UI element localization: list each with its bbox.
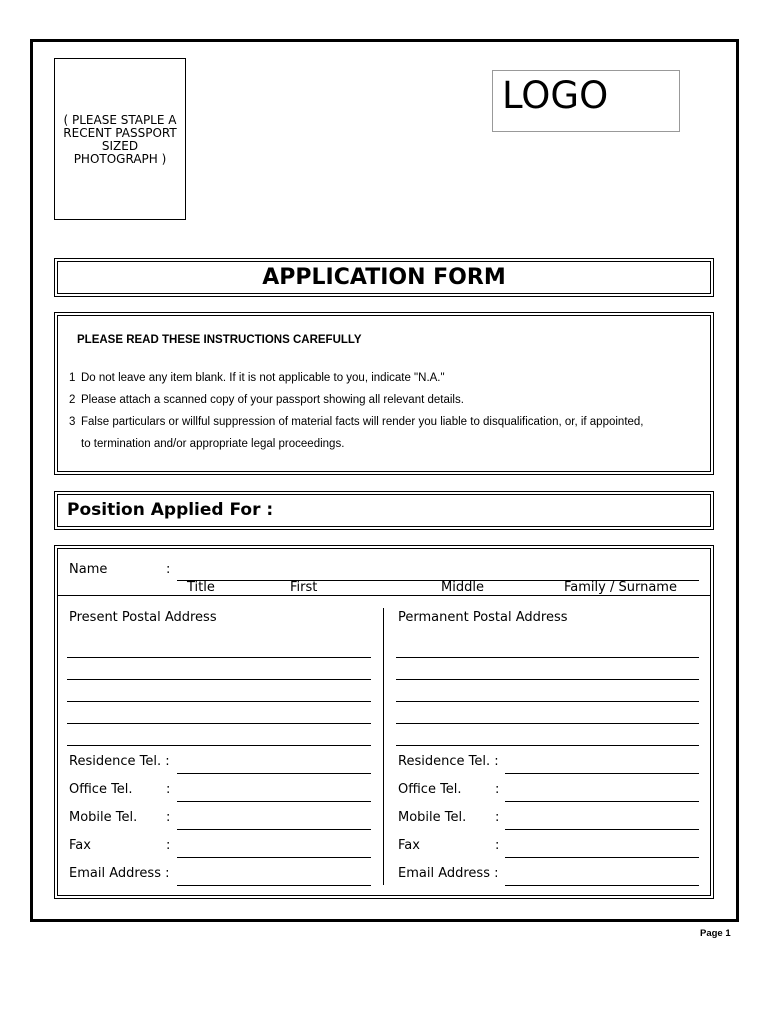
page-number: Page 1 xyxy=(700,928,731,939)
present-fax-colon: : xyxy=(166,838,171,853)
present-email-label: Email Address : xyxy=(69,866,170,881)
permanent-address-line[interactable] xyxy=(396,745,699,746)
instruction-number: 1 xyxy=(69,372,76,384)
permanent-address-line[interactable] xyxy=(396,701,699,702)
instruction-item xyxy=(69,394,464,406)
present-address-line[interactable] xyxy=(67,657,371,658)
instruction-text: Please attach a scanned copy of your passport showing all relevant details. xyxy=(81,394,464,406)
present-mobile-tel-colon: : xyxy=(166,810,171,825)
instruction-continuation: to termination and/or appropriate legal proceedings. xyxy=(81,438,345,450)
logo-text: LOGO xyxy=(502,74,609,117)
present-office-tel-field[interactable] xyxy=(177,801,371,802)
present-mobile-tel-field[interactable] xyxy=(177,829,371,830)
title-box xyxy=(54,258,714,297)
instruction-item xyxy=(69,372,445,384)
name-sublabel-surname: Family / Surname xyxy=(564,580,677,595)
permanent-office-tel-field[interactable] xyxy=(505,801,699,802)
present-address-line[interactable] xyxy=(67,679,371,680)
address-column-divider xyxy=(383,608,384,885)
permanent-fax-colon: : xyxy=(495,838,500,853)
instruction-number: 2 xyxy=(69,394,76,406)
present-address-line[interactable] xyxy=(67,745,371,746)
permanent-office-tel-colon: : xyxy=(495,782,500,797)
instruction-text: Do not leave any item blank. If it is not applicable to you, indicate "N.A." xyxy=(81,372,445,384)
present-residence-tel-field[interactable] xyxy=(177,773,371,774)
permanent-address-line[interactable] xyxy=(396,723,699,724)
permanent-address-line[interactable] xyxy=(396,657,699,658)
name-colon: : xyxy=(166,562,171,577)
permanent-email-field[interactable] xyxy=(505,885,699,886)
photo-instruction: ( PLEASE STAPLE A RECENT PASSPORT SIZED PHOTOGRAPH ) xyxy=(63,113,177,166)
permanent-address-heading: Permanent Postal Address xyxy=(398,610,568,625)
present-residence-tel-label: Residence Tel. : xyxy=(69,754,170,769)
present-office-tel-colon: : xyxy=(166,782,171,797)
photo-placeholder xyxy=(54,58,186,220)
permanent-fax-field[interactable] xyxy=(505,857,699,858)
instruction-number: 3 xyxy=(69,416,76,428)
permanent-office-tel-label: Office Tel. xyxy=(398,782,462,797)
form-title: APPLICATION FORM xyxy=(262,265,506,290)
present-fax-field[interactable] xyxy=(177,857,371,858)
name-label: Name xyxy=(69,562,108,577)
present-address-line[interactable] xyxy=(67,723,371,724)
permanent-fax-label: Fax xyxy=(398,838,420,853)
permanent-mobile-tel-field[interactable] xyxy=(505,829,699,830)
permanent-address-line[interactable] xyxy=(396,679,699,680)
logo-placeholder xyxy=(492,70,680,132)
name-sublabel-title: Title xyxy=(187,580,215,595)
instructions-heading: PLEASE READ THESE INSTRUCTIONS CAREFULLY xyxy=(77,334,362,346)
present-mobile-tel-label: Mobile Tel. xyxy=(69,810,138,825)
permanent-residence-tel-field[interactable] xyxy=(505,773,699,774)
instructions-box xyxy=(54,312,714,475)
present-fax-label: Fax xyxy=(69,838,91,853)
instruction-text: False particulars or willful suppression of material facts will render you liable to disqualification, or, if appointed, xyxy=(81,416,644,428)
permanent-residence-tel-label: Residence Tel. : xyxy=(398,754,499,769)
present-office-tel-label: Office Tel. xyxy=(69,782,133,797)
name-sublabel-middle: Middle xyxy=(441,580,484,595)
position-applied-box xyxy=(54,491,714,530)
present-email-field[interactable] xyxy=(177,885,371,886)
name-row-divider xyxy=(57,595,711,596)
personal-details-box xyxy=(54,545,714,899)
permanent-mobile-tel-label: Mobile Tel. xyxy=(398,810,467,825)
permanent-email-label: Email Address : xyxy=(398,866,499,881)
instruction-item xyxy=(69,416,644,428)
name-sublabel-first: First xyxy=(290,580,318,595)
position-applied-label: Position Applied For : xyxy=(67,500,274,520)
present-address-heading: Present Postal Address xyxy=(69,610,217,625)
present-address-line[interactable] xyxy=(67,701,371,702)
permanent-mobile-tel-colon: : xyxy=(495,810,500,825)
